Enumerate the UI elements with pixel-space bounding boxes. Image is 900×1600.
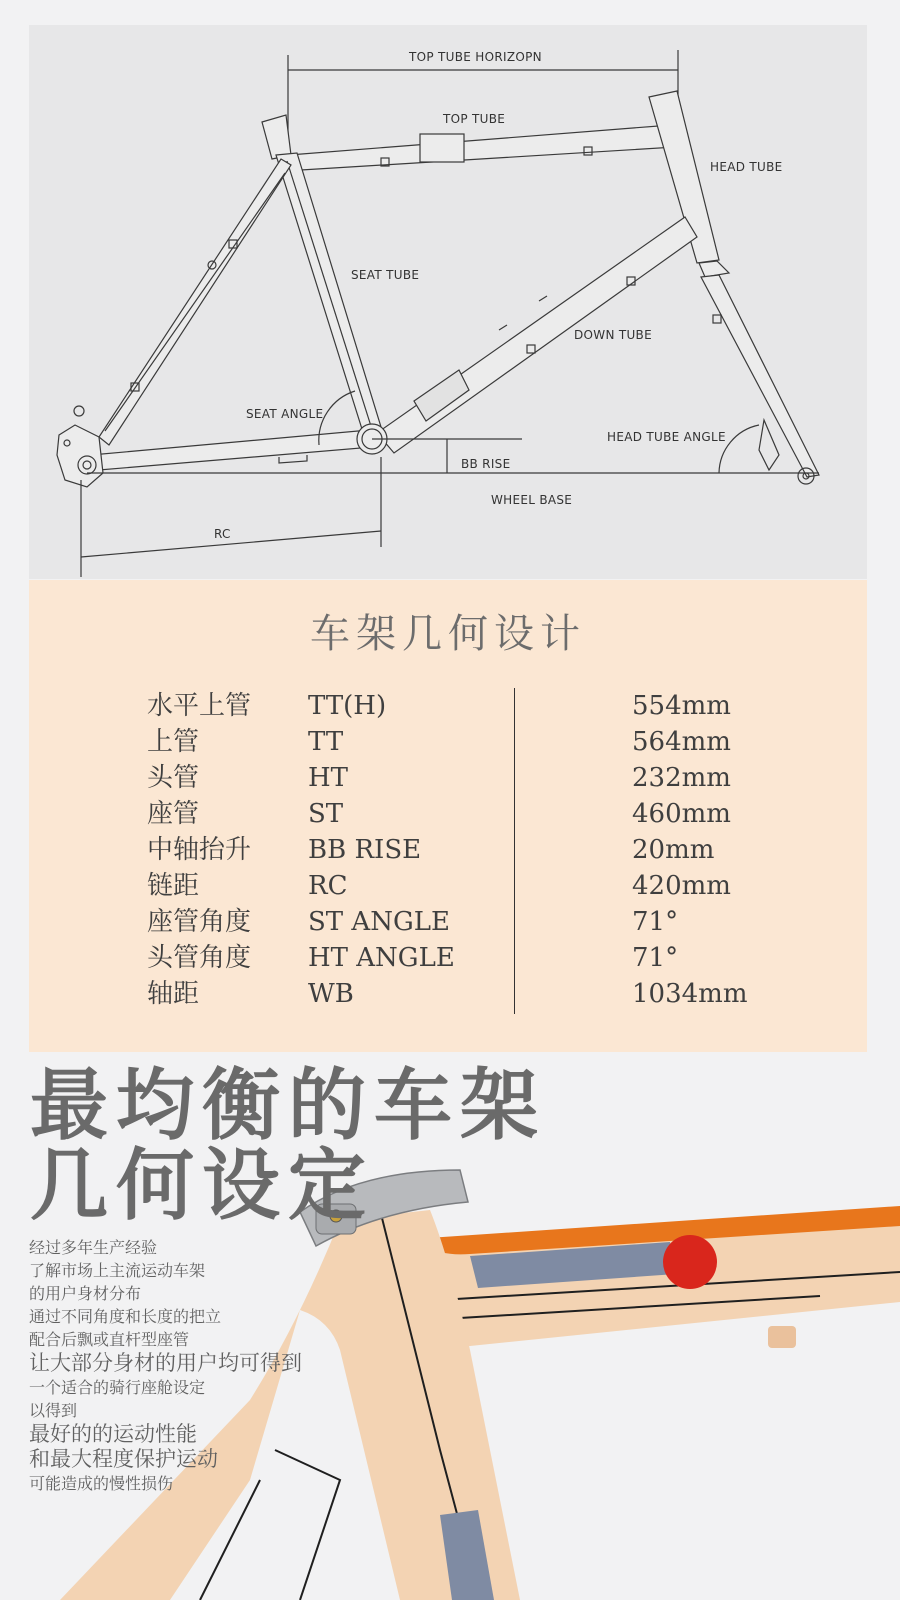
spec-value: 71°: [632, 907, 679, 937]
copy-line: 一个适合的骑行座舱设定: [29, 1378, 206, 1397]
label-down-tube: DOWN TUBE: [574, 328, 652, 342]
copy-line: 和最大程度保护运动: [29, 1447, 218, 1471]
spec-row: [147, 796, 787, 832]
copy-line: 经过多年生产经验: [29, 1238, 158, 1257]
spec-name-cn: 座管角度: [147, 907, 252, 937]
spec-abbr: ST ANGLE: [308, 907, 450, 937]
spec-abbr: WB: [308, 979, 354, 1009]
geometry-spec-panel: [29, 580, 867, 1052]
spec-abbr: ST: [308, 799, 344, 829]
spec-value: 420mm: [632, 871, 731, 901]
copy-line: 以得到: [29, 1401, 78, 1420]
spec-abbr: TT: [308, 727, 344, 757]
spec-row: [147, 940, 787, 976]
spec-value: 71°: [632, 943, 679, 973]
photo-red-dot: [663, 1235, 717, 1289]
copy-line: 配合后飘或直杆型座管: [29, 1330, 190, 1349]
spec-name-cn: 链距: [147, 871, 200, 901]
frame-geometry-diagram: [29, 25, 867, 579]
spec-row: [147, 904, 787, 940]
label-top-tube-horizontal: TOP TUBE HORIZOPN: [409, 50, 542, 64]
spec-value: 1034mm: [632, 979, 748, 1009]
spec-row: [147, 868, 787, 904]
label-seat-angle: SEAT ANGLE: [246, 407, 324, 421]
hero-title-line2: 几何设定: [30, 1141, 375, 1231]
label-head-tube-angle: HEAD TUBE ANGLE: [607, 430, 726, 444]
spec-name-cn: 上管: [147, 727, 200, 757]
copy-line: 的用户身材分布: [29, 1284, 142, 1303]
spec-name-cn: 头管角度: [147, 943, 252, 973]
spec-abbr: HT ANGLE: [308, 943, 455, 973]
label-seat-tube: SEAT TUBE: [351, 268, 420, 282]
spec-value: 20mm: [632, 835, 715, 865]
copy-line: 可能造成的慢性损伤: [29, 1474, 174, 1493]
spec-name-cn: 中轴抬升: [147, 835, 252, 865]
copy-line: 让大部分身材的用户均可得到: [29, 1351, 302, 1375]
spec-row: [147, 760, 787, 796]
label-head-tube: HEAD TUBE: [710, 160, 783, 174]
spec-abbr: RC: [308, 871, 348, 901]
spec-name-cn: 水平上管: [147, 691, 252, 721]
copy-line: 最好的的运动性能: [29, 1422, 197, 1446]
spec-title: 车架几何设计: [310, 611, 586, 657]
spec-abbr: HT: [308, 763, 349, 793]
spec-value: 460mm: [632, 799, 731, 829]
diagram-labels: [29, 25, 867, 579]
feature-copy: [29, 1236, 302, 1495]
label-top-tube: TOP TUBE: [443, 112, 506, 126]
copy-line: 了解市场上主流运动车架: [29, 1261, 206, 1280]
spec-abbr: BB RISE: [308, 835, 422, 865]
spec-abbr: TT(H): [308, 691, 387, 721]
hero-title-line1: 最均衡的车架: [30, 1061, 547, 1151]
label-bb-rise: BB RISE: [461, 457, 511, 471]
spec-row: [147, 724, 787, 760]
spec-row: [147, 976, 787, 1012]
spec-table: [147, 688, 787, 1012]
spec-name-cn: 轴距: [147, 979, 200, 1009]
spec-row: [147, 688, 787, 724]
spec-name-cn: 头管: [147, 763, 200, 793]
spec-value: 554mm: [632, 691, 731, 721]
spec-name-cn: 座管: [147, 799, 200, 829]
label-rc: RC: [214, 527, 231, 541]
copy-line: 通过不同角度和长度的把立: [29, 1307, 222, 1326]
spec-value: 564mm: [632, 727, 731, 757]
hero-title: [30, 1061, 547, 1231]
spec-value: 232mm: [632, 763, 731, 793]
label-wheel-base: WHEEL BASE: [491, 493, 573, 507]
spec-row: [147, 832, 787, 868]
